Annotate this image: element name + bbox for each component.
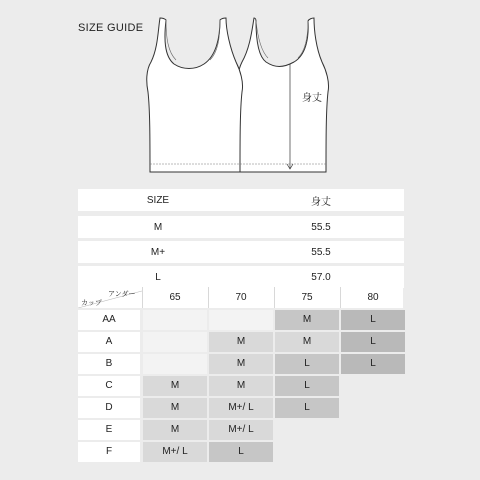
length-header: 身丈 [311,196,331,208]
size-cell: M+/ L [143,442,207,462]
tank-top-illustration [0,0,480,185]
size-cell: L [275,398,339,418]
cup-row-label: A [78,332,140,352]
length-value: 55.5 [311,221,331,233]
size-cell: M+/ L [209,420,273,440]
size-cell: M [209,332,273,352]
size-cell: L [275,354,339,374]
size-header: SIZE [146,194,170,206]
length-value: 55.5 [311,246,331,258]
size-cell [143,332,207,352]
under-75-header: 75 [301,292,313,303]
size-cell: M [143,420,207,440]
size-cell: M [143,398,207,418]
size-cell: L [209,442,273,462]
size-cell: M+/ L [209,398,273,418]
cup-row-label: F [78,442,140,462]
size-guide-title: SIZE GUIDE [78,22,144,34]
size-cell [143,354,207,374]
size-value: M+ [150,246,166,258]
size-value: L [155,271,161,283]
size-cell [209,310,273,330]
cup-row-label: E [78,420,140,440]
length-label: 身丈 [302,93,322,104]
size-length-table [78,189,404,291]
size-cell [143,310,207,330]
size-cell: M [275,332,339,352]
cup-row-label: AA [78,310,140,330]
under-65-header: 65 [169,292,181,303]
cup-row-label: B [78,354,140,374]
size-table-header [78,189,404,211]
size-value: M [153,221,163,233]
under-70-header: 70 [235,292,247,303]
size-cell: M [143,376,207,396]
cup-row-label: D [78,398,140,418]
size-cell: M [209,376,273,396]
tank-front-outline [147,18,243,172]
cup-row-label: C [78,376,140,396]
size-cell: M [209,354,273,374]
size-cell: L [275,376,339,396]
size-cell: L [341,310,405,330]
under-80-header: 80 [367,292,379,303]
cup-label: カップ [81,300,102,307]
cup-table-header [78,287,403,308]
under-label: アンダー [108,291,136,298]
size-cell: L [341,354,405,374]
size-row [78,266,404,288]
size-cell: M [275,310,339,330]
size-row [78,216,404,238]
size-cell: L [341,332,405,352]
length-value: 57.0 [311,271,331,283]
size-row [78,241,404,263]
